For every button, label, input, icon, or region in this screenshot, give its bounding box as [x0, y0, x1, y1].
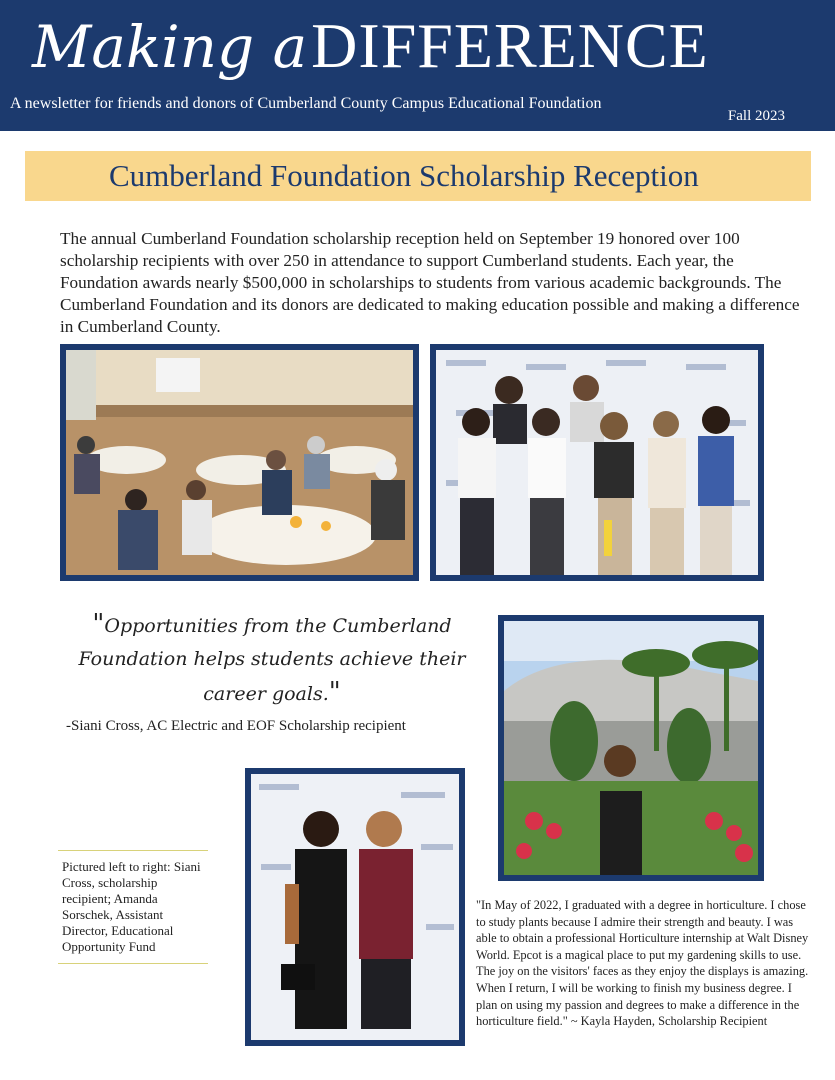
- newsletter-title: [32, 10, 709, 81]
- newsletter-subtitle: A newsletter for friends and donors of Cumberland County Campus Educational Foundation: [10, 95, 602, 112]
- section-title: Cumberland Foundation Scholarship Reception: [109, 158, 699, 193]
- photo-caption: Pictured left to right: Siani Cross, scholarship recipient; Amanda Sorschek, Assistant Director, Educational Opportunity Fund: [58, 850, 208, 964]
- student-group-photo: [430, 344, 764, 581]
- title-script: Making a: [32, 13, 308, 81]
- quote-attribution: -Siani Cross, AC Electric and EOF Scholarship recipient: [66, 718, 406, 734]
- epcot-garden-photo: [498, 615, 764, 881]
- two-women-photo: [245, 768, 465, 1046]
- testimonial-story: "In May of 2022, I graduated with a degree in horticulture. I chose to study plants because I admire their strength and beauty. I was able to obtain a professional Horticulture internship at Walt Disney World. Epcot is a magical place to put my gardening skills to use. The joy on the visitors' faces as they enjoy the displays is amazing. When I return, I will be working to finish my business degree. I plan on using my passion and degrees to make a difference in the horticulture field." ~ Kayla Hayden, Scholarship Recipient: [476, 898, 809, 1029]
- pull-quote: [62, 608, 482, 711]
- intro-paragraph: The annual Cumberland Foundation scholarship reception held on September 19 honored over 100 scholarship recipients with over 250 in attendance to support Cumberland students. Each year, the Foundation awards nearly $500,000 in scholarships to students from various academic backgrounds. The Cumberland Foundation and its donors are dedicated to making education possible and making a difference in Cumberland County.: [60, 229, 800, 336]
- quote-text: Opportunities from the Cumberland Foundation helps students achieve their career goals.: [78, 615, 466, 705]
- section-heading-band: [25, 151, 811, 201]
- title-caps: DIFFERENCE: [311, 10, 709, 81]
- quote-close-mark: ": [328, 677, 341, 707]
- masthead: [0, 0, 835, 131]
- issue-label: Fall 2023: [727, 108, 785, 124]
- banquet-hall-photo: [60, 344, 419, 581]
- quote-open-mark: ": [92, 609, 105, 639]
